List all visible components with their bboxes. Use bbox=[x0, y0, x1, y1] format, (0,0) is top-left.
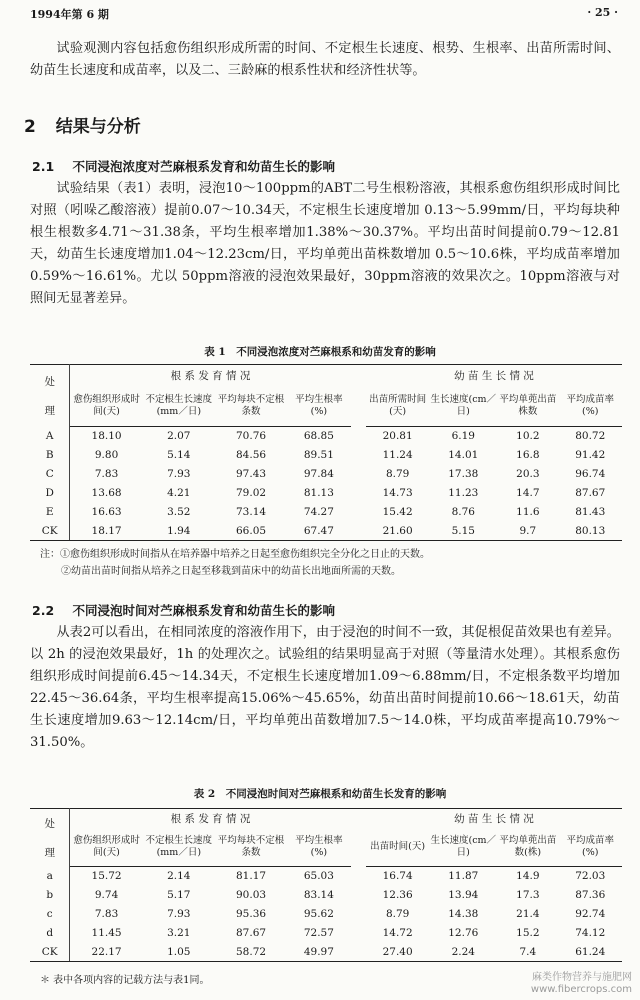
column-header: 生长速度(cm／日) bbox=[429, 387, 497, 427]
table-cell: 14.38 bbox=[448, 908, 479, 920]
table-cell: 15.72 bbox=[91, 870, 122, 883]
table-cell: 81.13 bbox=[303, 487, 334, 499]
table-cell: 22.17 bbox=[70, 943, 143, 962]
table-cell: 81.43 bbox=[575, 506, 606, 518]
table-cell: 6.19 bbox=[451, 430, 475, 443]
column-header: 平均生根率(%) bbox=[287, 387, 350, 427]
column-header: 愈伤组织形成时间(天) bbox=[70, 829, 143, 867]
table-cell: 89.51 bbox=[303, 449, 334, 461]
table-cell: 49.97 bbox=[287, 943, 350, 962]
table-cell: 90.03 bbox=[236, 889, 267, 901]
table-cell: 5.17 bbox=[167, 889, 191, 901]
column-gap bbox=[351, 427, 366, 446]
table-cell: 80.72 bbox=[575, 430, 606, 443]
table-cell: 96.74 bbox=[575, 468, 606, 480]
table-cell: 72.03 bbox=[575, 870, 606, 883]
table-row bbox=[30, 867, 622, 886]
table-cell: 58.72 bbox=[215, 943, 287, 962]
intro-text: 试验观测内容包括愈伤组织形成所需的时间、不定根生长速度、根势、生根率、出苗所需时间、幼苗生长速度和成苗率，以及二、三龄麻的根系性状和经济性状等。 bbox=[30, 41, 620, 78]
table-cell: 5.14 bbox=[167, 449, 191, 461]
table-cell: 80.13 bbox=[558, 522, 622, 541]
note: 注：①愈伤组织形成时间指从在培养器中培养之日起至愈伤组织完全分化之日止的天数。 bbox=[40, 549, 430, 560]
table-row bbox=[30, 446, 622, 465]
table-cell: D bbox=[30, 484, 70, 503]
table-cell: 91.42 bbox=[575, 449, 606, 461]
table-cell: 84.56 bbox=[236, 449, 267, 461]
table-cell: 7.83 bbox=[94, 468, 119, 480]
table-cell: 12.36 bbox=[382, 889, 413, 901]
column-gap bbox=[351, 484, 366, 503]
subsection-2-1-body bbox=[30, 178, 620, 310]
group-header-seedlings: 幼 苗 生 长 情 况 bbox=[366, 365, 622, 387]
table-cell: 70.76 bbox=[236, 430, 267, 443]
table-cell: 2.07 bbox=[167, 430, 191, 443]
subsection-number: 2.2 bbox=[32, 603, 55, 618]
column-header: 出苗时间(天) bbox=[366, 829, 429, 867]
table-cell: 9.80 bbox=[94, 449, 119, 461]
table-cell: 87.67 bbox=[236, 927, 267, 939]
column-header: 平均生根率(%) bbox=[287, 829, 350, 867]
table-cell: 17.38 bbox=[448, 468, 479, 480]
table-cell: 21.60 bbox=[366, 522, 429, 541]
table-cell: 72.57 bbox=[303, 927, 334, 939]
table-cell: 14.73 bbox=[382, 487, 413, 499]
page-number: · 25 · bbox=[587, 6, 618, 19]
table-cell: 92.74 bbox=[575, 908, 606, 920]
subsection-2-2-body bbox=[30, 622, 620, 754]
table-cell: C bbox=[30, 465, 70, 484]
table-cell: 16.74 bbox=[382, 870, 413, 883]
table-cell: 87.67 bbox=[575, 487, 606, 499]
table-cell: 14.01 bbox=[448, 449, 479, 461]
table-cell: 16.63 bbox=[91, 506, 122, 518]
table2-note: ＊ 表中各项内容的记载方法与表1同。 bbox=[40, 975, 210, 986]
table-cell: 1.05 bbox=[143, 943, 215, 962]
table-cell: 87.36 bbox=[575, 889, 606, 901]
table-cell: A bbox=[30, 427, 70, 446]
table-cell: 2.14 bbox=[167, 870, 191, 883]
table2 bbox=[30, 808, 622, 962]
column-gap bbox=[351, 924, 366, 943]
table-cell: a bbox=[30, 867, 70, 886]
subsection-title: 不同浸泡时间对苎麻根系发育和幼苗生长的影响 bbox=[72, 603, 336, 618]
table-cell: CK bbox=[30, 943, 70, 962]
table-cell: 83.14 bbox=[303, 889, 334, 901]
table-cell: 7.93 bbox=[167, 468, 191, 480]
column-header: 不定根生长速度(mm／日) bbox=[143, 387, 215, 427]
table-row bbox=[30, 924, 622, 943]
table-cell: 20.3 bbox=[516, 468, 540, 480]
column-gap bbox=[351, 943, 366, 962]
column-header: 愈伤组织形成时间(天) bbox=[70, 387, 143, 427]
table-cell: 95.36 bbox=[236, 908, 267, 920]
journal-issue: 1994年第 6 期 bbox=[30, 8, 109, 21]
table-cell: 3.52 bbox=[167, 506, 191, 518]
table-cell: c bbox=[30, 905, 70, 924]
group-header-roots: 根 系 发 育 情 况 bbox=[70, 365, 351, 387]
column-gap bbox=[351, 503, 366, 522]
table-cell: 74.12 bbox=[575, 927, 606, 939]
column-header: 平均每块不定根条数 bbox=[215, 829, 287, 867]
column-header: 生长速度(cm／日) bbox=[429, 829, 497, 867]
table-cell: d bbox=[30, 924, 70, 943]
table-cell: 1.94 bbox=[143, 522, 215, 541]
table-cell: 4.21 bbox=[167, 487, 191, 499]
table-cell: 74.27 bbox=[303, 506, 334, 518]
table2-body bbox=[30, 867, 622, 962]
table-cell: 67.47 bbox=[287, 522, 350, 541]
row-header-cell: 处 理 bbox=[30, 809, 70, 867]
table-cell: 14.9 bbox=[516, 870, 540, 883]
table-cell: 11.23 bbox=[448, 487, 479, 499]
group-header-roots: 根 系 发 育 情 况 bbox=[70, 809, 351, 829]
site-watermark bbox=[531, 972, 632, 996]
group-header-seedlings: 幼 苗 生 长 情 况 bbox=[366, 809, 622, 829]
intro-paragraph bbox=[30, 38, 620, 82]
table-cell: 11.87 bbox=[448, 870, 479, 883]
table-cell: 14.72 bbox=[382, 927, 413, 939]
table-cell: 11.24 bbox=[382, 449, 413, 461]
column-gap bbox=[351, 446, 366, 465]
table-cell: 11.6 bbox=[516, 506, 540, 518]
table-row bbox=[30, 943, 622, 962]
paragraph-text: 从表2可以看出，在相同浓度的溶液作用下，由于浸泡的时间不一致，其促根促苗效果也有差异。以 2h 的浸泡效果最好，1h 的处理次之。试验组的结果明显高于对照（等量清水处理）。其根系愈伤组织形成时间提前6.45～14.34天，不定根生长速度增加1.09～6.88mm/日，不定根条数平均增加22.45～36.64条，平均生根率提高15.06%～45.65%，幼苗出苗时间提前10.66～18.61天，幼苗生长速度增加9.63～12.14cm/日，平均单蔸出苗数增加7.5～14.0株，平均成苗率提高10.79%～31.50%。 bbox=[30, 625, 620, 750]
table-cell: B bbox=[30, 446, 70, 465]
table-row bbox=[30, 905, 622, 924]
table-cell: 13.94 bbox=[448, 889, 479, 901]
table-cell: 11.45 bbox=[91, 927, 122, 939]
column-header: 平均每块不定根条数 bbox=[215, 387, 287, 427]
section-heading bbox=[24, 112, 141, 137]
column-gap bbox=[351, 867, 366, 886]
table-cell: 10.2 bbox=[516, 430, 540, 443]
table1-body bbox=[30, 427, 622, 541]
row-header-cell: 处 理 bbox=[30, 365, 70, 427]
table-cell: 15.2 bbox=[516, 927, 540, 939]
section-title: 结果与分析 bbox=[55, 117, 141, 137]
table-row bbox=[30, 522, 622, 541]
table-cell: 20.81 bbox=[382, 430, 413, 443]
table2-caption: 表 2 不同浸泡时间对苎麻根系和幼苗生长发育的影响 bbox=[193, 788, 447, 800]
table-cell: 95.62 bbox=[303, 908, 334, 920]
table-cell: 9.74 bbox=[94, 889, 119, 901]
table-cell: 16.8 bbox=[516, 449, 540, 461]
table-cell: CK bbox=[30, 522, 70, 541]
table-cell: 61.24 bbox=[558, 943, 622, 962]
subsection-title: 不同浸泡浓度对苎麻根系发育和幼苗生长的影响 bbox=[72, 159, 336, 174]
table-cell: 97.84 bbox=[303, 468, 334, 480]
table-cell: E bbox=[30, 503, 70, 522]
column-header: 平均单蔸出苗数(株) bbox=[497, 829, 558, 867]
column-gap bbox=[351, 905, 366, 924]
table-cell: 65.03 bbox=[303, 870, 334, 883]
table-cell: 7.4 bbox=[497, 943, 558, 962]
table-cell: 7.83 bbox=[94, 908, 119, 920]
column-gap bbox=[351, 886, 366, 905]
table-cell: 97.43 bbox=[236, 468, 267, 480]
column-header: 出苗所需时间(天) bbox=[366, 387, 429, 427]
table-cell: 8.76 bbox=[451, 506, 475, 518]
table-cell: 21.4 bbox=[516, 908, 540, 920]
table-cell: b bbox=[30, 886, 70, 905]
table-cell: 8.79 bbox=[385, 468, 410, 480]
column-header: 不定根生长速度(mm／日) bbox=[143, 829, 215, 867]
table-cell: 2.24 bbox=[429, 943, 497, 962]
subsection-2-1-heading bbox=[32, 157, 335, 175]
table-cell: 66.05 bbox=[215, 522, 287, 541]
table-cell: 73.14 bbox=[236, 506, 267, 518]
table-cell: 3.21 bbox=[167, 927, 191, 939]
table-row bbox=[30, 503, 622, 522]
column-gap bbox=[351, 522, 366, 541]
table-cell: 27.40 bbox=[366, 943, 429, 962]
table-cell: 9.7 bbox=[497, 522, 558, 541]
column-header: 平均单蔸出苗株数 bbox=[497, 387, 558, 427]
column-header: 平均成苗率(%) bbox=[558, 829, 622, 867]
table-cell: 79.02 bbox=[236, 487, 267, 499]
table-cell: 14.7 bbox=[516, 487, 540, 499]
table-cell: 8.79 bbox=[385, 908, 410, 920]
table-cell: 12.76 bbox=[448, 927, 479, 939]
table1-caption: 表 1 不同浸泡浓度对苎麻根系和幼苗发育的影响 bbox=[204, 346, 436, 358]
table-cell: 15.42 bbox=[382, 506, 413, 518]
note: ②幼苗出苗时间指从培养之日起至移栽到苗床中的幼苗长出地面所需的天数。 bbox=[61, 566, 401, 577]
column-gap bbox=[351, 465, 366, 484]
paragraph-text: 试验结果（表1）表明，浸泡10～100ppm的ABT二号生根粉溶液，其根系愈伤组织形成时间比对照（吲哚乙酸溶液）提前0.07～10.34天，不定根生长速度增加 0.13～5.99mm/日，平均每块种根生根数多4.71～31.38条，平均生根率增加1.38%～30.37%。平均出苗时间提前0.79～12.81天，幼苗生长速度增加1.04～12.23cm/日，平均单蔸出苗株数增加 0.5～10.6株，平均成苗率增加 0.59%～16.61%。尤以 50ppm溶液的浸泡效果最好，30ppm溶液的效果次之。10ppm溶液与对照间无显著差异。 bbox=[30, 181, 620, 306]
table-row bbox=[30, 465, 622, 484]
section-number: 2 bbox=[24, 117, 36, 137]
watermark-url: www.fibercrops.com bbox=[530, 984, 632, 995]
table-cell: 81.17 bbox=[236, 870, 267, 883]
subsection-number: 2.1 bbox=[32, 159, 55, 174]
table-cell: 18.10 bbox=[91, 430, 122, 443]
table-cell: 5.15 bbox=[429, 522, 497, 541]
watermark-name: 麻类作物营养与施肥网 bbox=[532, 972, 632, 983]
table1 bbox=[30, 364, 622, 541]
table-row bbox=[30, 427, 622, 446]
table1-notes bbox=[40, 546, 430, 580]
table-cell: 7.93 bbox=[167, 908, 191, 920]
table-cell: 13.68 bbox=[91, 487, 122, 499]
table-cell: 17.3 bbox=[516, 889, 540, 901]
table-row bbox=[30, 886, 622, 905]
table-cell: 68.85 bbox=[303, 430, 334, 443]
subsection-2-2-heading bbox=[32, 601, 335, 619]
column-header: 平均成苗率(%) bbox=[558, 387, 622, 427]
table-row bbox=[30, 484, 622, 503]
table-cell: 18.17 bbox=[70, 522, 143, 541]
